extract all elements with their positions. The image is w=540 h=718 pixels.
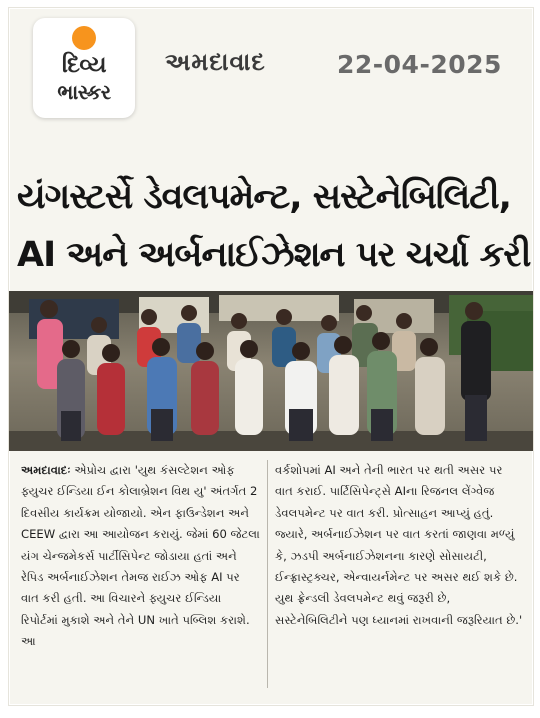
sun-icon [72,26,96,50]
headline-line-1: યંગસ્ટર્સે ડેવલપમેન્ટ, સસ્ટેનેબિલિટી, [17,177,511,217]
article-column-2-text: વર્કશોપમાં AI અને તેની ભારત પર થતી અસર પર વાત કરાઈ. પાર્ટિસિપેન્ટ્સે AIના રિજનલ લેંગ્વેજ ડેવલપમેન્ટ પર વાત કરી. પ્રોત્સાહન આપ્યું હતું. જ્યારે, અર્બનાઈઝેશન પર વાત કરતાં જાણવા મળ્યું કે, ઝડપી અર્બનાઈઝેશનના કારણે સોસાયટી, ઈન્ફ્રાસ્ટ્રક્ચર, એન્વાયર્નમેન્ટ પર અસર થઈ શકે છે. યુથ ફ્રેન્ડલી ડેવલપમેન્ટ થવું જરૂરી છે, સસ્ટેનેબિલિટીને પણ ધ્યાનમાં રાખવાની જરૂરિયાત છે.' [275,463,523,627]
logo-line-2: ભાસ્કર [57,80,111,104]
edition-city: અમદાવાદ [165,48,266,76]
newspaper-clipping [8,7,534,706]
logo-line-1: દિવ્ય [61,52,107,78]
article-column-1 [21,460,261,692]
headline-line-2: AI અને અર્બનાઈઝેશન પર ચર્ચા કરી [17,235,531,275]
column-divider [267,460,268,688]
edition-date: 22-04-2025 [337,50,502,79]
headline [17,168,531,284]
article-column-2 [275,460,523,692]
group-photo [9,291,533,451]
masthead [9,8,533,128]
divya-bhaskar-logo [33,18,135,118]
dateline: અમદાવાદઃ [21,463,71,477]
article-column-1-text: એપ્રોચ દ્વારા 'યુથ કંસલ્ટેશન ઓફ ફ્યુચર ઈન્ડિયા ઈન કોલાબ્રેશન વિથ યુ' અંતર્ગત 2 દિવસીય કાર્યક્રમ યોજાયો. એન ફાઉન્ડેશન અને CEEW દ્વારા આ આયોજન કરાયું. જેમાં 60 જેટલા યંગ ચેન્જમેકર્સ પાર્ટીસિપેન્ટ જોડાયા હતાં અને રેપિડ અર્બનાઈઝેશન તેમજ રાઈઝ ઓફ AI પર વાત કરી હતી. આ વિચારને ફ્યુચર ઈન્ડિયા રિપોર્ટમાં મુકાશે અને તેને UN ખાતે પબ્લિશ કરાશે. આ [21,463,260,649]
